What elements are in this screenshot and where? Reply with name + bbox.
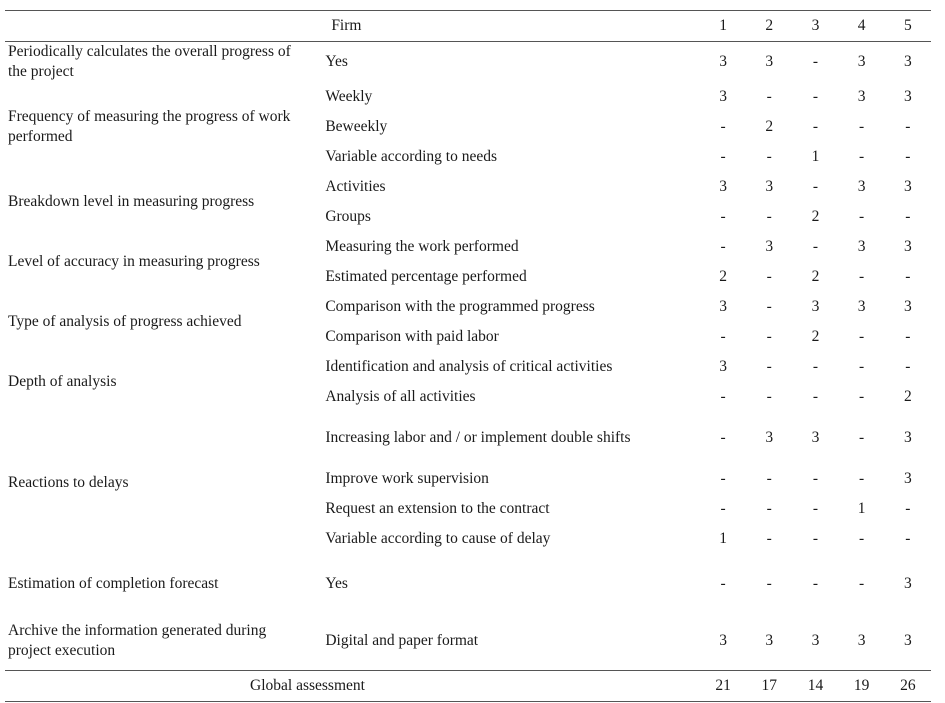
score-cell: - xyxy=(720,118,726,135)
score-cell: - xyxy=(812,500,819,517)
score-cell: - xyxy=(905,208,911,225)
firm-header: Firm xyxy=(311,11,700,42)
score-cell: - xyxy=(812,470,819,487)
score-cell: - xyxy=(812,574,819,592)
score-cell: 3 xyxy=(903,574,912,592)
score-cell: 2 xyxy=(811,268,820,285)
score-cell: - xyxy=(720,148,726,165)
score-cell: 2 xyxy=(811,208,820,225)
score-cell: - xyxy=(859,148,865,165)
score-cell: - xyxy=(766,500,772,517)
option-label: Variable according to needs xyxy=(325,148,498,165)
criterion-label: Estimation of completion forecast xyxy=(8,574,219,592)
header-row xyxy=(5,11,931,42)
table-row xyxy=(5,82,931,112)
score-cell: 3 xyxy=(765,178,774,195)
score-cell: - xyxy=(812,178,819,195)
score-cell: - xyxy=(766,470,772,487)
score-cell: - xyxy=(720,388,726,405)
criterion-label: Reactions to delays xyxy=(8,474,129,491)
score-cell: - xyxy=(766,358,772,375)
score-cell: - xyxy=(905,500,911,517)
table-row xyxy=(5,613,931,670)
score-cell: - xyxy=(812,118,819,135)
score-cell: 3 xyxy=(719,632,727,650)
table-row xyxy=(5,412,931,464)
option-label: Increasing labor and / or implement double shifts xyxy=(325,429,631,446)
firm-4-header: 4 xyxy=(839,11,885,42)
score-cell: - xyxy=(812,358,819,375)
firm-5-header: 5 xyxy=(885,11,931,42)
score-cell: 3 xyxy=(811,429,820,446)
criterion-label: Level of accuracy in measuring progress xyxy=(8,253,260,270)
global-assessment-row xyxy=(5,670,931,701)
score-cell: 2 xyxy=(811,328,820,345)
score-cell: 3 xyxy=(765,238,774,255)
table-row xyxy=(5,292,931,322)
score-cell: 3 xyxy=(857,632,866,650)
score-cell: - xyxy=(720,574,726,592)
option-label: Estimated percentage performed xyxy=(325,268,527,285)
score-cell: 3 xyxy=(765,53,774,70)
score-cell: 3 xyxy=(857,238,866,255)
firm-1-header: 1 xyxy=(700,11,746,42)
option-label: Identification and analysis of critical activities xyxy=(325,358,613,375)
score-cell: 3 xyxy=(765,429,774,446)
option-label: Weekly xyxy=(325,88,373,105)
score-cell: 3 xyxy=(811,632,820,650)
score-cell: 3 xyxy=(719,178,727,195)
score-cell: - xyxy=(720,500,726,517)
score-cell: - xyxy=(905,358,911,375)
score-cell: 3 xyxy=(903,632,912,650)
option-label: Variable according to cause of delay xyxy=(325,530,551,547)
option-label: Yes xyxy=(325,574,348,592)
criterion-label: Periodically calculates the overall progress of the project xyxy=(8,43,291,80)
score-cell: - xyxy=(905,268,911,285)
score-cell: - xyxy=(720,470,726,487)
score-cell: - xyxy=(720,328,726,345)
score-cell: - xyxy=(812,53,819,70)
option-label: Comparison with the programmed progress xyxy=(325,298,595,315)
table-row xyxy=(5,352,931,382)
score-cell: - xyxy=(859,470,865,487)
score-cell: 3 xyxy=(857,178,866,195)
firm-3-header: 3 xyxy=(792,11,838,42)
score-cell: - xyxy=(905,118,911,135)
score-cell: 3 xyxy=(903,178,912,195)
score-cell: - xyxy=(766,388,772,405)
table-row xyxy=(5,554,931,613)
assessment-table xyxy=(5,10,931,702)
score-cell: - xyxy=(766,148,772,165)
score-cell: - xyxy=(859,429,865,446)
score-cell: - xyxy=(859,328,865,345)
option-label: Digital and paper format xyxy=(325,632,479,650)
score-cell: - xyxy=(859,530,865,547)
score-cell: 1 xyxy=(857,500,866,517)
score-cell: 3 xyxy=(811,298,820,315)
global-score: 17 xyxy=(746,670,792,701)
score-cell: 3 xyxy=(719,298,727,315)
option-label: Activities xyxy=(325,178,386,195)
score-cell: 2 xyxy=(903,388,912,405)
score-cell: 3 xyxy=(903,298,912,315)
option-label: Beweekly xyxy=(325,118,388,135)
score-cell: 3 xyxy=(719,88,727,105)
firm-2-header: 2 xyxy=(746,11,792,42)
score-cell: 3 xyxy=(857,88,866,105)
score-cell: - xyxy=(905,148,911,165)
global-score: 19 xyxy=(839,670,885,701)
score-cell: - xyxy=(859,574,865,592)
score-cell: - xyxy=(766,268,772,285)
global-score: 14 xyxy=(792,670,838,701)
option-label: Measuring the work performed xyxy=(325,238,519,255)
score-cell: 1 xyxy=(719,530,727,547)
score-cell: - xyxy=(905,328,911,345)
global-score: 21 xyxy=(700,670,746,701)
score-cell: 3 xyxy=(903,238,912,255)
score-cell: - xyxy=(766,88,772,105)
score-cell: - xyxy=(766,574,772,592)
table-row xyxy=(5,232,931,262)
score-cell: - xyxy=(859,208,865,225)
score-cell: 3 xyxy=(719,358,727,375)
score-cell: - xyxy=(766,298,772,315)
score-cell: 3 xyxy=(857,298,866,315)
score-cell: - xyxy=(812,238,819,255)
option-label: Comparison with paid labor xyxy=(325,328,499,345)
score-cell: - xyxy=(766,328,772,345)
score-cell: - xyxy=(859,388,865,405)
table-row xyxy=(5,42,931,83)
option-label: Request an extension to the contract xyxy=(325,500,550,517)
score-cell: - xyxy=(859,268,865,285)
score-cell: 3 xyxy=(857,53,866,70)
score-cell: - xyxy=(859,118,865,135)
table-row xyxy=(5,172,931,202)
score-cell: 2 xyxy=(765,118,774,135)
criterion-label: Type of analysis of progress achieved xyxy=(8,313,242,330)
option-label: Analysis of all activities xyxy=(325,388,476,405)
global-assessment-label: Global assessment xyxy=(5,670,700,701)
score-cell: - xyxy=(812,530,819,547)
option-label: Yes xyxy=(325,53,348,70)
table-body xyxy=(5,42,931,671)
score-cell: 3 xyxy=(765,632,774,650)
criterion-label: Archive the information generated during project execution xyxy=(8,622,267,660)
score-cell: 1 xyxy=(811,148,820,165)
score-cell: - xyxy=(766,208,772,225)
criterion-label: Frequency of measuring the progress of work performed xyxy=(8,108,291,145)
score-cell: - xyxy=(766,530,772,547)
score-cell: 2 xyxy=(719,268,727,285)
score-cell: - xyxy=(720,238,726,255)
score-cell: 3 xyxy=(903,470,912,487)
score-cell: - xyxy=(812,388,819,405)
score-cell: 3 xyxy=(719,53,727,70)
score-cell: 3 xyxy=(903,429,912,446)
score-cell: 3 xyxy=(903,53,912,70)
global-score: 26 xyxy=(885,670,931,701)
score-cell: - xyxy=(812,88,819,105)
criterion-label: Breakdown level in measuring progress xyxy=(8,193,255,210)
score-cell: - xyxy=(720,429,726,446)
criterion-label: Depth of analysis xyxy=(8,373,117,390)
score-cell: - xyxy=(905,530,911,547)
option-label: Improve work supervision xyxy=(325,470,489,487)
score-cell: - xyxy=(720,208,726,225)
score-cell: 3 xyxy=(903,88,912,105)
option-label: Groups xyxy=(325,208,371,225)
score-cell: - xyxy=(859,358,865,375)
